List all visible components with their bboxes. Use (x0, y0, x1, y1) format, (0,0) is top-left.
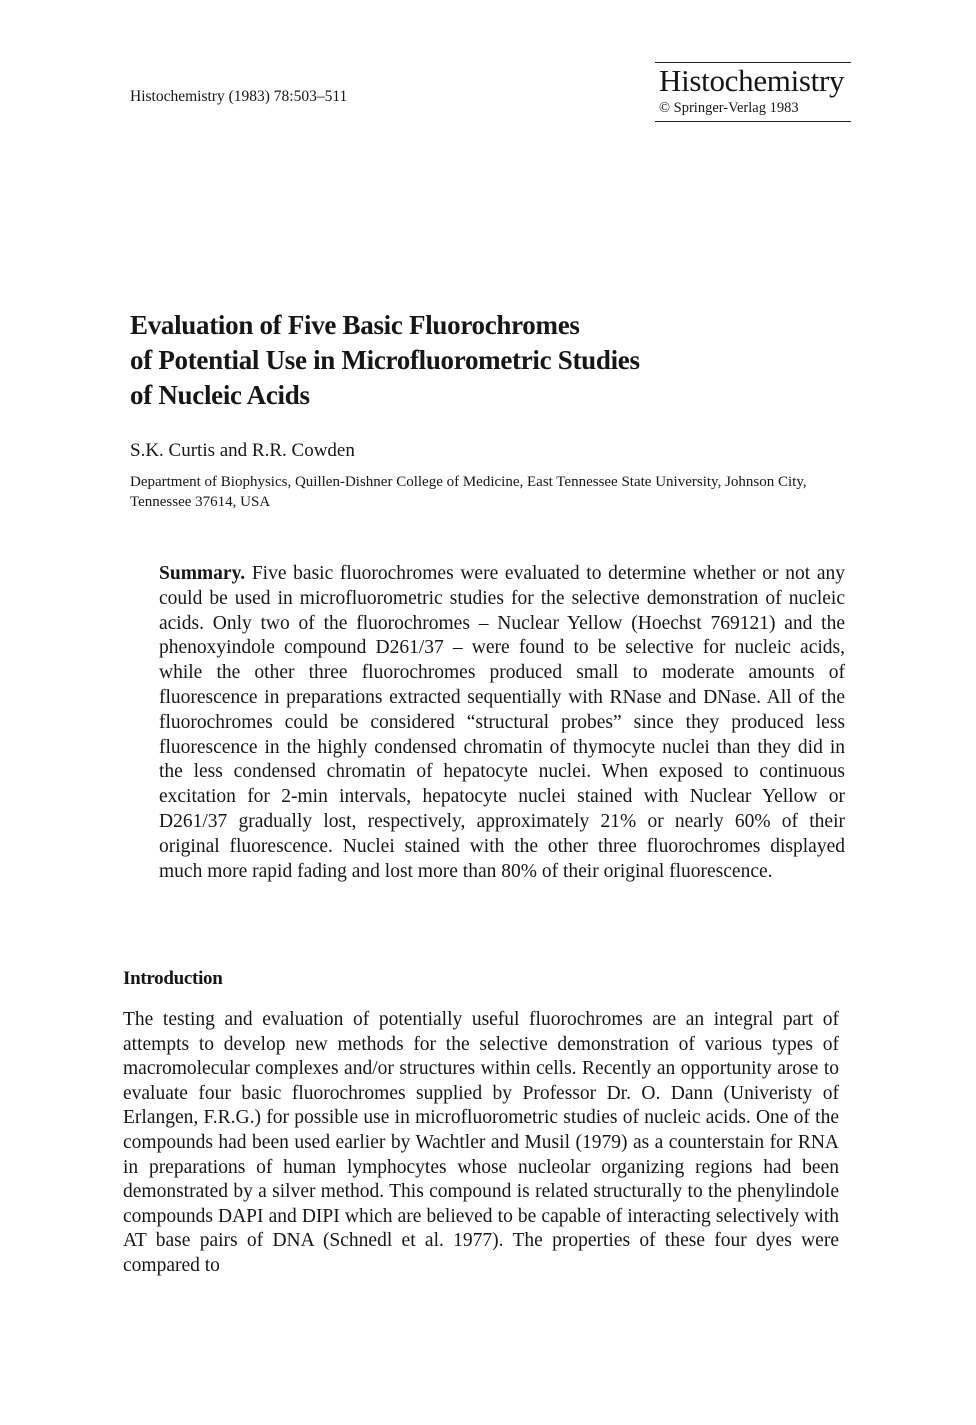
introduction-heading: Introduction (123, 968, 223, 989)
summary-paragraph (159, 562, 845, 884)
article-title-line: of Nucleic Acids (130, 380, 310, 410)
article-title-line: of Potential Use in Microfluorometric Studies (130, 345, 640, 375)
journal-name: Histochemistry (659, 63, 845, 98)
summary-text: Five basic fluorochromes were evaluated to determine whether or not any could be used in microfluorometric studies for the selective demonstration of nucleic acids. Only two of the fluorochromes – Nuclear Yellow (Hoechst 769121) and the phenoxyindole compound D261/37 – were found to be selective for nucleic acids, while the other three fluorochromes produced small to moderate amounts of fluorescence in preparations extracted sequentially with RNase and DNase. All of the fluorochromes could be considered “structural probes” since they produced less fluorescence in the highly condensed chromatin of thymocyte nuclei than they did in the less condensed chromatin of hepatocyte nuclei. When exposed to continuous excitation for 2-min intervals, hepatocyte nuclei stained with Nuclear Yellow or D261/37 gradually lost, respectively, approximately 21% or nearly 60% of their original fluorescence. Nuclei stained with the other three fluorochromes displayed much more rapid fading and lost more than 80% of their original fluorescence. (159, 563, 845, 882)
copyright-notice: © Springer-Verlag 1983 (659, 100, 799, 116)
affiliation: Department of Biophysics, Quillen-Dishner College of Medicine, East Tennessee State University, Johnson City, Tennessee 37614, USA (130, 474, 807, 510)
article-title-line: Evaluation of Five Basic Fluorochromes (130, 310, 580, 340)
introduction-text: The testing and evaluation of potentially useful fluorochromes are an integral part of attempts to develop new methods for the selective demonstration of various types of macromolecular complexes and/or structures within cells. Recently an opportunity arose to evaluate four basic fluorochromes supplied by Professor Dr. O. Dann (Univeristy of Erlangen, F.R.G.) for possible use in microfluorometric studies of nucleic acids. One of the compounds had been used earlier by Wachtler and Musil (1979) as a counterstain for RNA in preparations of human lymphocytes whose nucleolar organizing regions had been demonstrated by a silver method. This compound is related structurally to the phenylindole compounds DAPI and DIPI which are believed to be capable of interacting selectively with AT base pairs of DNA (Schnedl et al. 1977). The properties of these four dyes were compared to (123, 1009, 839, 1276)
article-title (130, 308, 830, 413)
journal-masthead (655, 62, 851, 122)
authors: S.K. Curtis and R.R. Cowden (130, 440, 355, 461)
summary-label: Summary. (159, 563, 246, 584)
journal-citation: Histochemistry (1983) 78:503–511 (130, 88, 348, 105)
masthead-bottom-rule (655, 121, 851, 122)
